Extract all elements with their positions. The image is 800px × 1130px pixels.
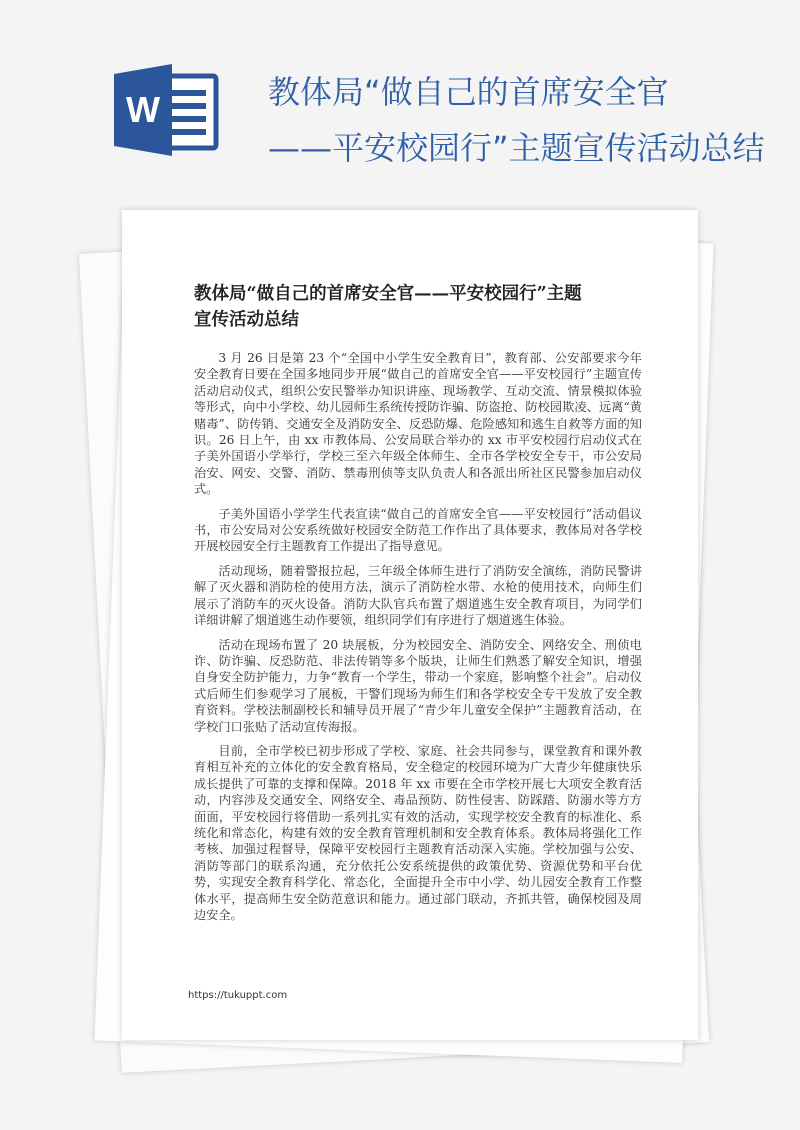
svg-text:W: W	[126, 89, 160, 130]
paragraph: 活动在现场布置了 20 块展板，分为校园安全、消防安全、网络安全、刑侦电诈、防诈骗、反恐防范、非法传销等多个版块，让师生们熟悉了解安全知识，增强自身安全防护能力，力争“教育一个学生，带动一个家庭，影响整个社会”。启动仪式后师生们参观学习了展板，干警们现场为师生们和各学校安全专干发放了安全教育资料。学校法制副校长和辅导员开展了“青少年儿童安全保护”主题教育活动，在学校门口张贴了活动宣传海报。	[194, 637, 642, 734]
page-title-line-2: ——平安校园行”主题宣传活动总结	[268, 129, 765, 167]
page-title-line-1: 教体局“做自己的首席安全官	[268, 73, 669, 111]
document-title	[194, 281, 644, 333]
paragraph: 目前，全市学校已初步形成了学校、家庭、社会共同参与，课堂教育和课外教育相互补充的立体化的安全教育格局，安全稳定的校园环境为广大青少年健康快乐成长提供了可靠的支撑和保障。2018 年 xx 市要在全市学校开展七大项安全教育活动，内容涉及交通安全、网络安全、毒品预防、防性侵害、防踩踏、防溺水等方方面面，平安校园行将借助一系列扎实有效的活动，实现学校安全教育的标准化、系统化和常态化，构建有效的安全教育管理机制和安全教育体系。教体局将强化工作考核、加强过程督导，保障平安校园行主题教育活动深入实施。学校加强与公安、消防等部门的联系沟通，充分依托公安系统提供的政策优势、资源优势和平台优势，实现安全教育科学化、常态化，全面提升全市中小学、幼儿园安全教育工作整体水平，提高师生安全防范意识和能力。通过部门联动，齐抓共管，确保校园及周边安全。	[194, 743, 642, 922]
document-title-line-1: 教体局“做自己的首席安全官——平安校园行”主题	[194, 284, 582, 304]
footer-url: https://tukuppt.com	[188, 990, 288, 1001]
page-title	[268, 64, 788, 176]
paragraph: 活动现场，随着警报拉起，三年级全体师生进行了消防安全演练，消防民警讲解了灭火器和消防栓的使用方法，演示了消防栓水带、水枪的使用技术，向师生们展示了消防车的灭火设备。消防大队官兵布置了烟道逃生安全教育项目，为同学们详细讲解了烟道逃生动作要领，组织同学们有序进行了烟道逃生体验。	[194, 563, 642, 628]
paragraph: 3 月 26 日是第 23 个“全国中小学生安全教育日”，教育部、公安部要求今年安全教育日要在全国多地同步开展“做自己的首席安全官——平安校园行”主题宣传活动启动仪式，组织公安民警举办知识讲座、现场教学、互动交流、情景模拟体验等形式，向中小学校、幼儿园师生系统传授防诈骗、防盗抢、防校园欺凌、远离“黄赌毒”、防传销、交通安全及消防安全、反恐防爆、危险感知和逃生自救等方面的知识。26 日上午，由 xx 市教体局、公安局联合举办的 xx 市平安校园行启动仪式在子美外国语小学举行，学校三至六年级全体师生、全市各学校安全专干，市公安局治安、网安、交警、消防、禁毒刑侦等支队负责人和各派出所社区民警参加启动仪式。	[194, 351, 642, 497]
document-title-line-2: 宣传活动总结	[194, 310, 299, 330]
word-doc-icon	[110, 62, 222, 158]
document-body	[194, 350, 642, 931]
paragraph: 子美外国语小学学生代表宣读“做自己的首席安全官——平安校园行”活动倡议书，市公安局对公安系统做好校园安全防范工作作出了具体要求，教体局对各学校开展校园安全行主题教育工作提出了指导意见。	[194, 506, 642, 554]
